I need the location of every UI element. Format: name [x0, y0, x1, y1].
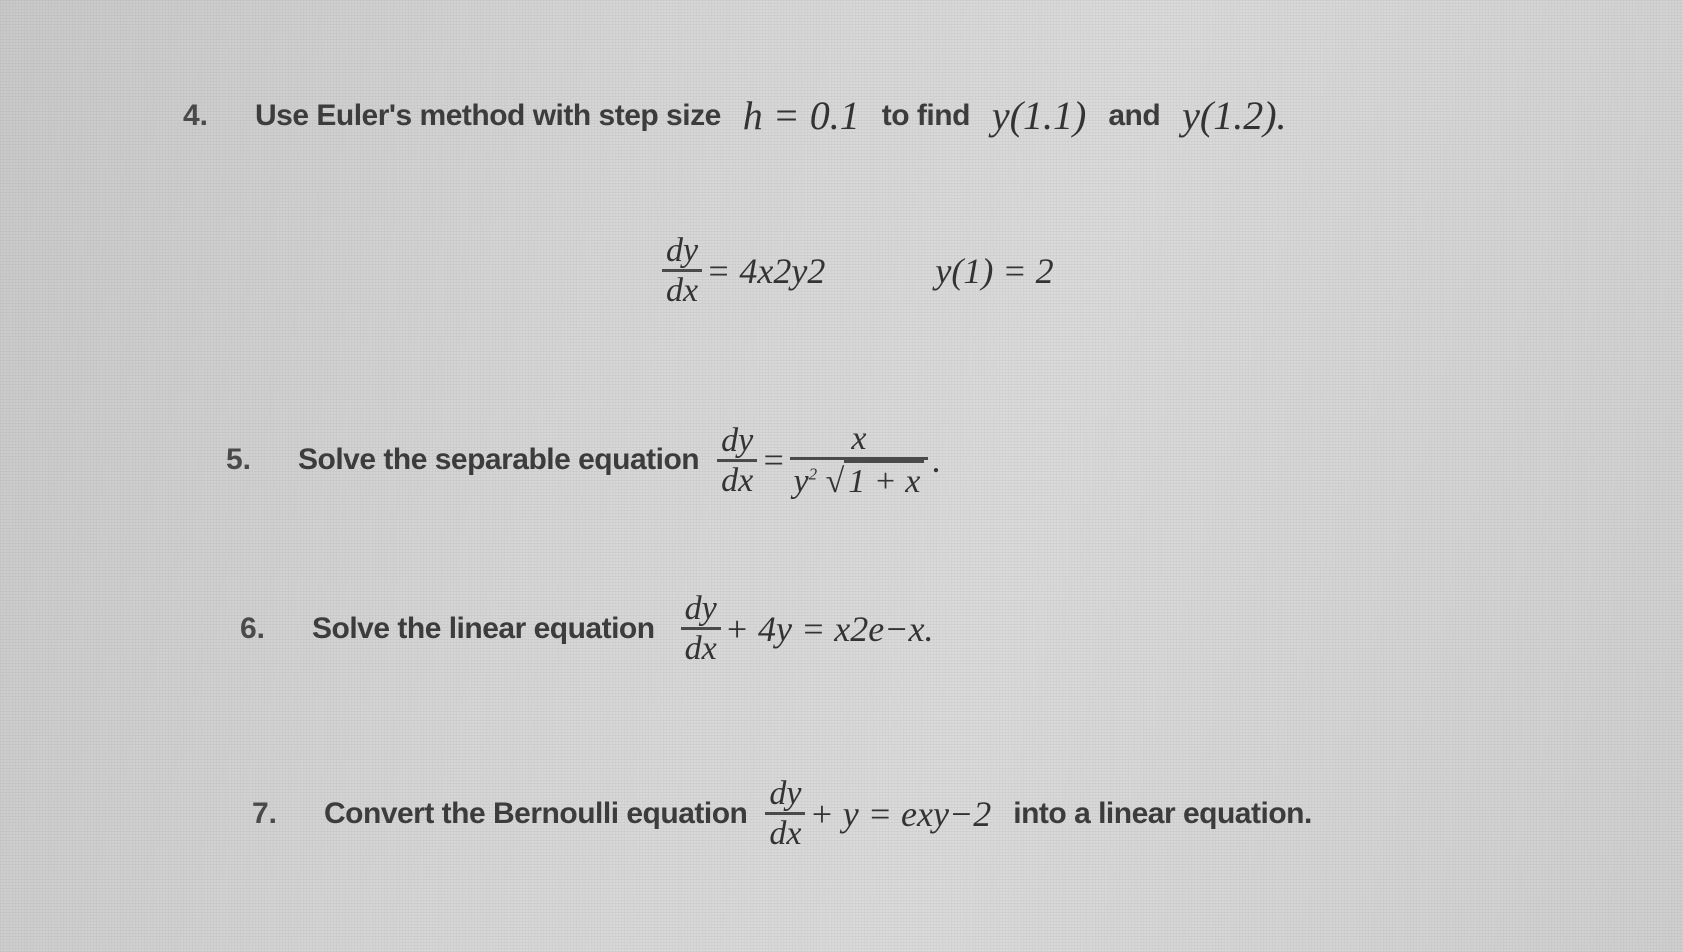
- target-value-2: y(1.2).: [1182, 93, 1287, 138]
- fraction-denominator: dx: [721, 461, 754, 499]
- fraction-denominator: [790, 460, 929, 500]
- problem-6: [240, 590, 933, 668]
- step-size: h = 0.1: [742, 93, 860, 138]
- target-value-1: y(1.1): [991, 93, 1087, 138]
- rhs-expression: + y = e: [809, 793, 917, 834]
- rhs-y: y: [932, 793, 949, 834]
- fraction-numerator: dy: [721, 421, 754, 459]
- period: .: [924, 608, 934, 649]
- rhs-e-exponent: x: [917, 793, 933, 834]
- rhs-exponent: 2: [850, 608, 869, 649]
- problem-text: Convert the Bernoulli equation: [324, 796, 748, 830]
- fraction-denominator: dx: [684, 630, 717, 668]
- problem-number: 6.: [240, 611, 266, 645]
- fraction-numerator: dy: [666, 232, 699, 269]
- rhs-e-exponent: −x: [884, 608, 925, 649]
- problem-text-after: into a linear equation.: [1013, 796, 1312, 830]
- problem-5: [226, 420, 941, 501]
- rhs-exponent-1: 2: [773, 250, 792, 291]
- denominator-exponent: 2: [808, 465, 818, 485]
- fraction-numerator: x: [851, 420, 867, 457]
- radicand: 1 + x: [844, 460, 924, 500]
- initial-condition: y(1) = 2: [935, 250, 1054, 291]
- problem-text-mid: to find: [881, 98, 970, 132]
- rhs-coefficient: = 4x: [706, 250, 774, 291]
- derivative-fraction: [681, 590, 721, 668]
- problem-number: 5.: [226, 443, 252, 477]
- radical-sign: √: [825, 463, 845, 501]
- rhs-variable: y: [791, 250, 808, 291]
- fraction-denominator: dx: [769, 815, 802, 853]
- rhs-y-exponent: −2: [948, 793, 992, 834]
- problem-number: 4.: [183, 98, 209, 132]
- rhs-expression: + 4y = x: [724, 608, 851, 649]
- problem-7: [252, 775, 1312, 853]
- fraction-denominator: dx: [666, 272, 699, 310]
- rhs-exponent-2: 2: [807, 250, 826, 291]
- derivative-fraction: [717, 422, 757, 500]
- denominator-variable: y: [793, 463, 809, 501]
- problem-4-equation: [658, 232, 1054, 310]
- equals-sign: =: [761, 440, 786, 481]
- problem-number: 7.: [252, 796, 278, 830]
- fraction-numerator: dy: [684, 590, 717, 627]
- rhs-e: e: [868, 608, 885, 649]
- square-root: [826, 460, 925, 500]
- fraction-numerator: dy: [769, 775, 802, 812]
- problem-text-and: and: [1108, 98, 1161, 132]
- derivative-fraction: [765, 775, 805, 853]
- derivative-fraction: [662, 232, 702, 310]
- problem-4: [183, 92, 1287, 139]
- rhs-fraction: [790, 420, 929, 501]
- period: .: [932, 440, 942, 481]
- problem-text: Use Euler's method with step size: [255, 98, 721, 132]
- problem-text: Solve the separable equation: [298, 443, 700, 477]
- problem-text: Solve the linear equation: [312, 611, 655, 645]
